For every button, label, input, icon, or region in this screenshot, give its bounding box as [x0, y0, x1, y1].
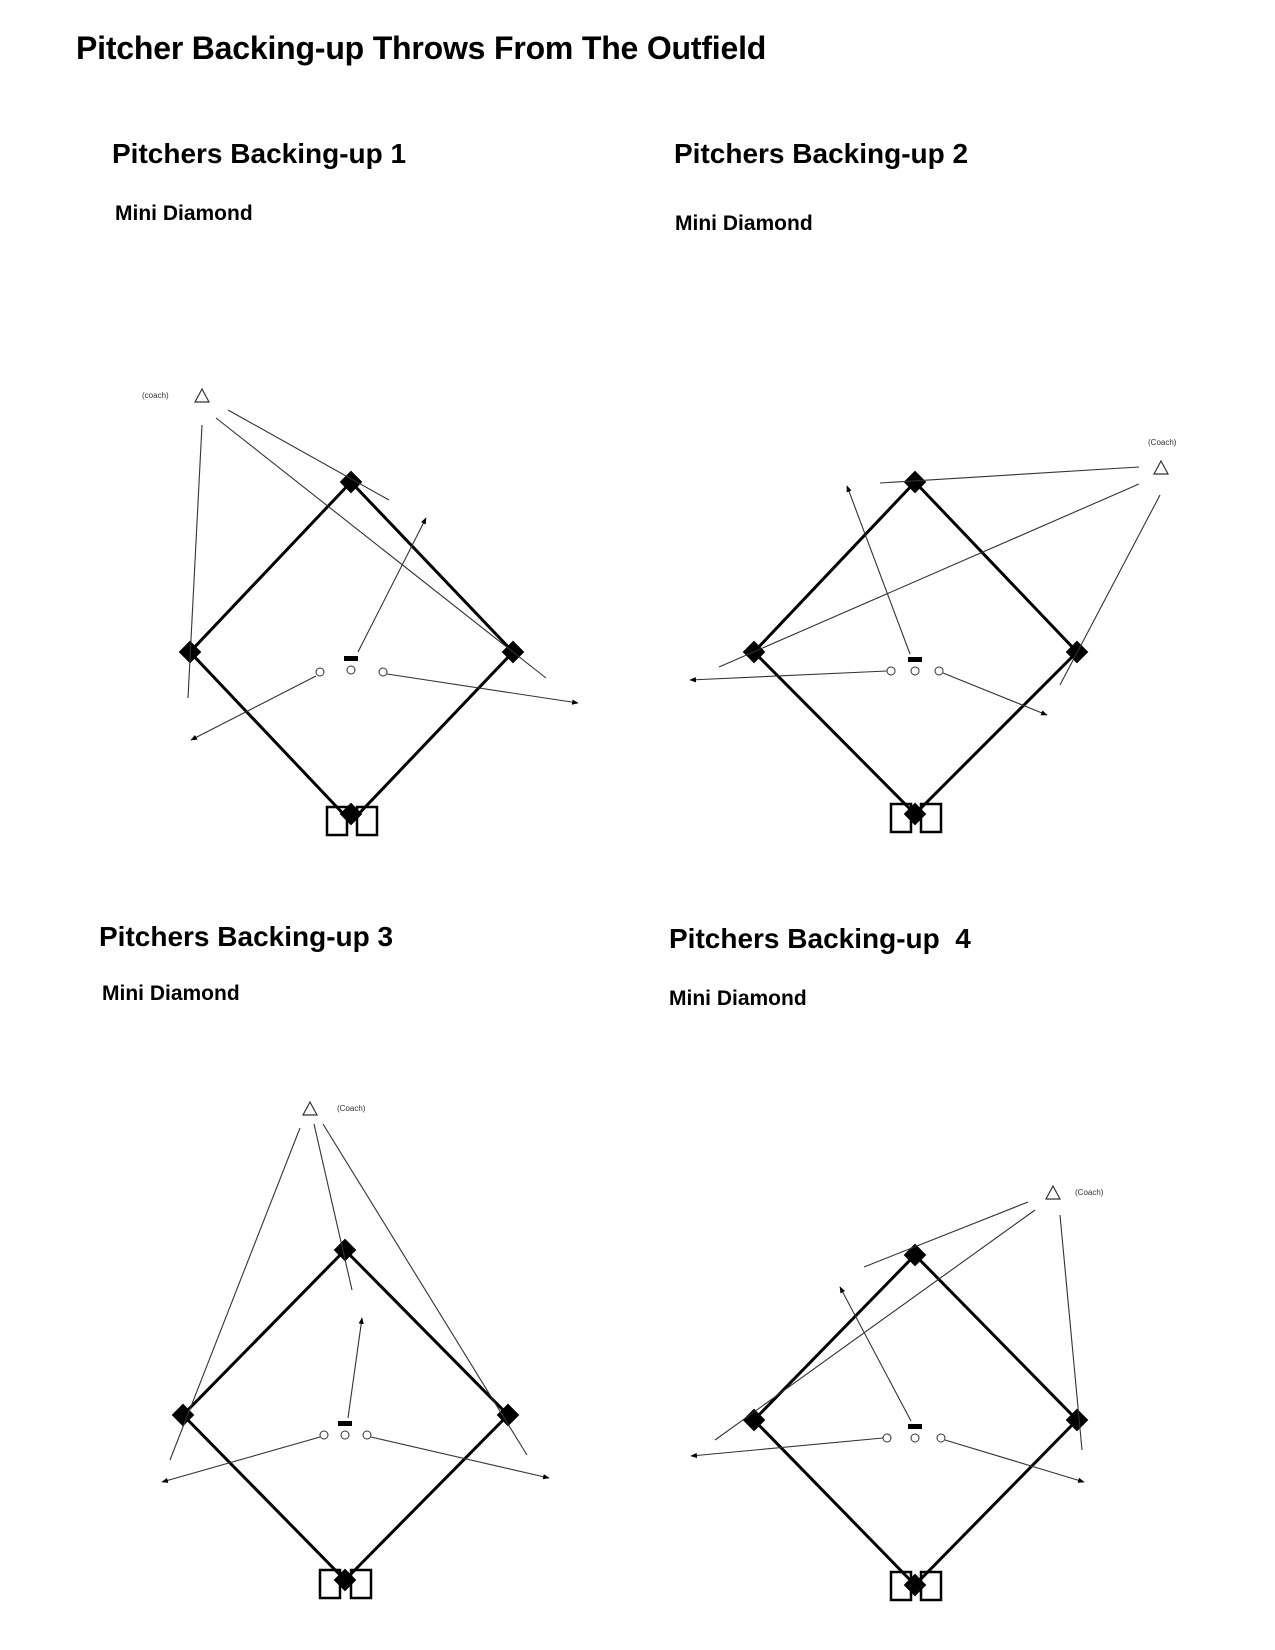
- second-base: [340, 471, 363, 494]
- first-base: [1066, 641, 1089, 664]
- first-base: [502, 641, 525, 664]
- backup-arrow: [943, 673, 1047, 715]
- batters-box-left: [891, 1572, 911, 1600]
- home-plate: [904, 1574, 927, 1597]
- player-left: [887, 667, 895, 675]
- diagram-panel-3: [162, 1102, 549, 1598]
- coach-label: (coach): [142, 391, 169, 400]
- batters-box-right: [921, 804, 941, 832]
- player-right: [935, 667, 943, 675]
- backup-arrow: [387, 674, 578, 703]
- backup-arrow: [847, 486, 910, 654]
- throw-line: [216, 418, 546, 678]
- backup-arrow: [191, 676, 316, 740]
- backup-arrow: [348, 1318, 362, 1418]
- batters-box-right: [351, 1570, 371, 1598]
- player-pitcher: [911, 1434, 919, 1442]
- second-base: [334, 1239, 357, 1262]
- panel-4-subtitle: Mini Diamond: [669, 987, 807, 1010]
- coach-label: (Coach): [337, 1104, 366, 1113]
- coach-triangle-icon: [1154, 461, 1168, 474]
- panel-2-title: Pitchers Backing-up 2: [674, 138, 969, 169]
- field-diamond: [754, 482, 1077, 814]
- throw-line: [715, 1210, 1035, 1440]
- panel-3-title: Pitchers Backing-up 3: [99, 921, 394, 952]
- first-base: [497, 1404, 520, 1427]
- diagram-panel-4: [691, 1186, 1104, 1600]
- throw-line: [323, 1124, 527, 1455]
- backup-arrow: [691, 1438, 883, 1456]
- throw-line: [228, 410, 389, 500]
- panel-1-title: Pitchers Backing-up 1: [112, 138, 407, 169]
- coach-label: (Coach): [1075, 1188, 1104, 1197]
- coach-label: (Coach): [1148, 438, 1177, 447]
- backup-arrow: [371, 1437, 549, 1478]
- pitcher-rubber: [908, 657, 922, 662]
- throw-line: [1060, 495, 1160, 685]
- field-diamond: [183, 1250, 508, 1580]
- third-base: [743, 1409, 766, 1432]
- player-left: [320, 1431, 328, 1439]
- field-diamond: [754, 1255, 1077, 1585]
- diagram-panel-2: [690, 438, 1177, 832]
- player-left: [316, 668, 324, 676]
- player-left: [883, 1434, 891, 1442]
- pitcher-rubber: [344, 656, 358, 661]
- throw-line: [864, 1202, 1028, 1267]
- player-pitcher: [347, 666, 355, 674]
- coach-triangle-icon: [195, 389, 209, 402]
- backup-arrow: [358, 518, 426, 652]
- backup-arrow: [690, 671, 887, 680]
- panel-2-subtitle: Mini Diamond: [675, 212, 813, 235]
- batters-box-left: [320, 1570, 340, 1598]
- throw-line: [188, 425, 202, 698]
- pitcher-rubber: [908, 1424, 922, 1429]
- backup-arrow: [162, 1437, 320, 1482]
- home-plate: [340, 803, 363, 826]
- backup-arrow: [945, 1440, 1084, 1482]
- diagram-panel-1: [142, 389, 578, 835]
- backup-arrow: [840, 1287, 911, 1421]
- page-title: Pitcher Backing-up Throws From The Outfield: [76, 30, 767, 66]
- third-base: [179, 641, 202, 664]
- field-diamond: [190, 482, 513, 822]
- coach-triangle-icon: [303, 1102, 317, 1115]
- home-plate: [334, 1569, 357, 1592]
- panel-3-subtitle: Mini Diamond: [102, 982, 240, 1005]
- third-base: [172, 1404, 195, 1427]
- second-base: [904, 471, 927, 494]
- coach-triangle-icon: [1046, 1186, 1060, 1199]
- panel-1-subtitle: Mini Diamond: [115, 202, 253, 225]
- batters-box-left: [327, 807, 347, 835]
- pitcher-rubber: [338, 1421, 352, 1426]
- throw-line: [719, 484, 1139, 667]
- batters-box-left: [891, 804, 911, 832]
- player-pitcher: [911, 667, 919, 675]
- player-right: [363, 1431, 371, 1439]
- second-base: [904, 1244, 927, 1267]
- throw-line: [1060, 1215, 1082, 1450]
- third-base: [743, 641, 766, 664]
- panel-4-title: Pitchers Backing-up 4: [669, 923, 971, 954]
- batters-box-right: [357, 807, 377, 835]
- throw-line: [170, 1128, 300, 1460]
- batters-box-right: [921, 1572, 941, 1600]
- home-plate: [904, 803, 927, 826]
- player-right: [937, 1434, 945, 1442]
- player-right: [379, 668, 387, 676]
- throw-line: [880, 467, 1139, 483]
- throw-line: [314, 1124, 352, 1290]
- first-base: [1066, 1409, 1089, 1432]
- player-pitcher: [341, 1431, 349, 1439]
